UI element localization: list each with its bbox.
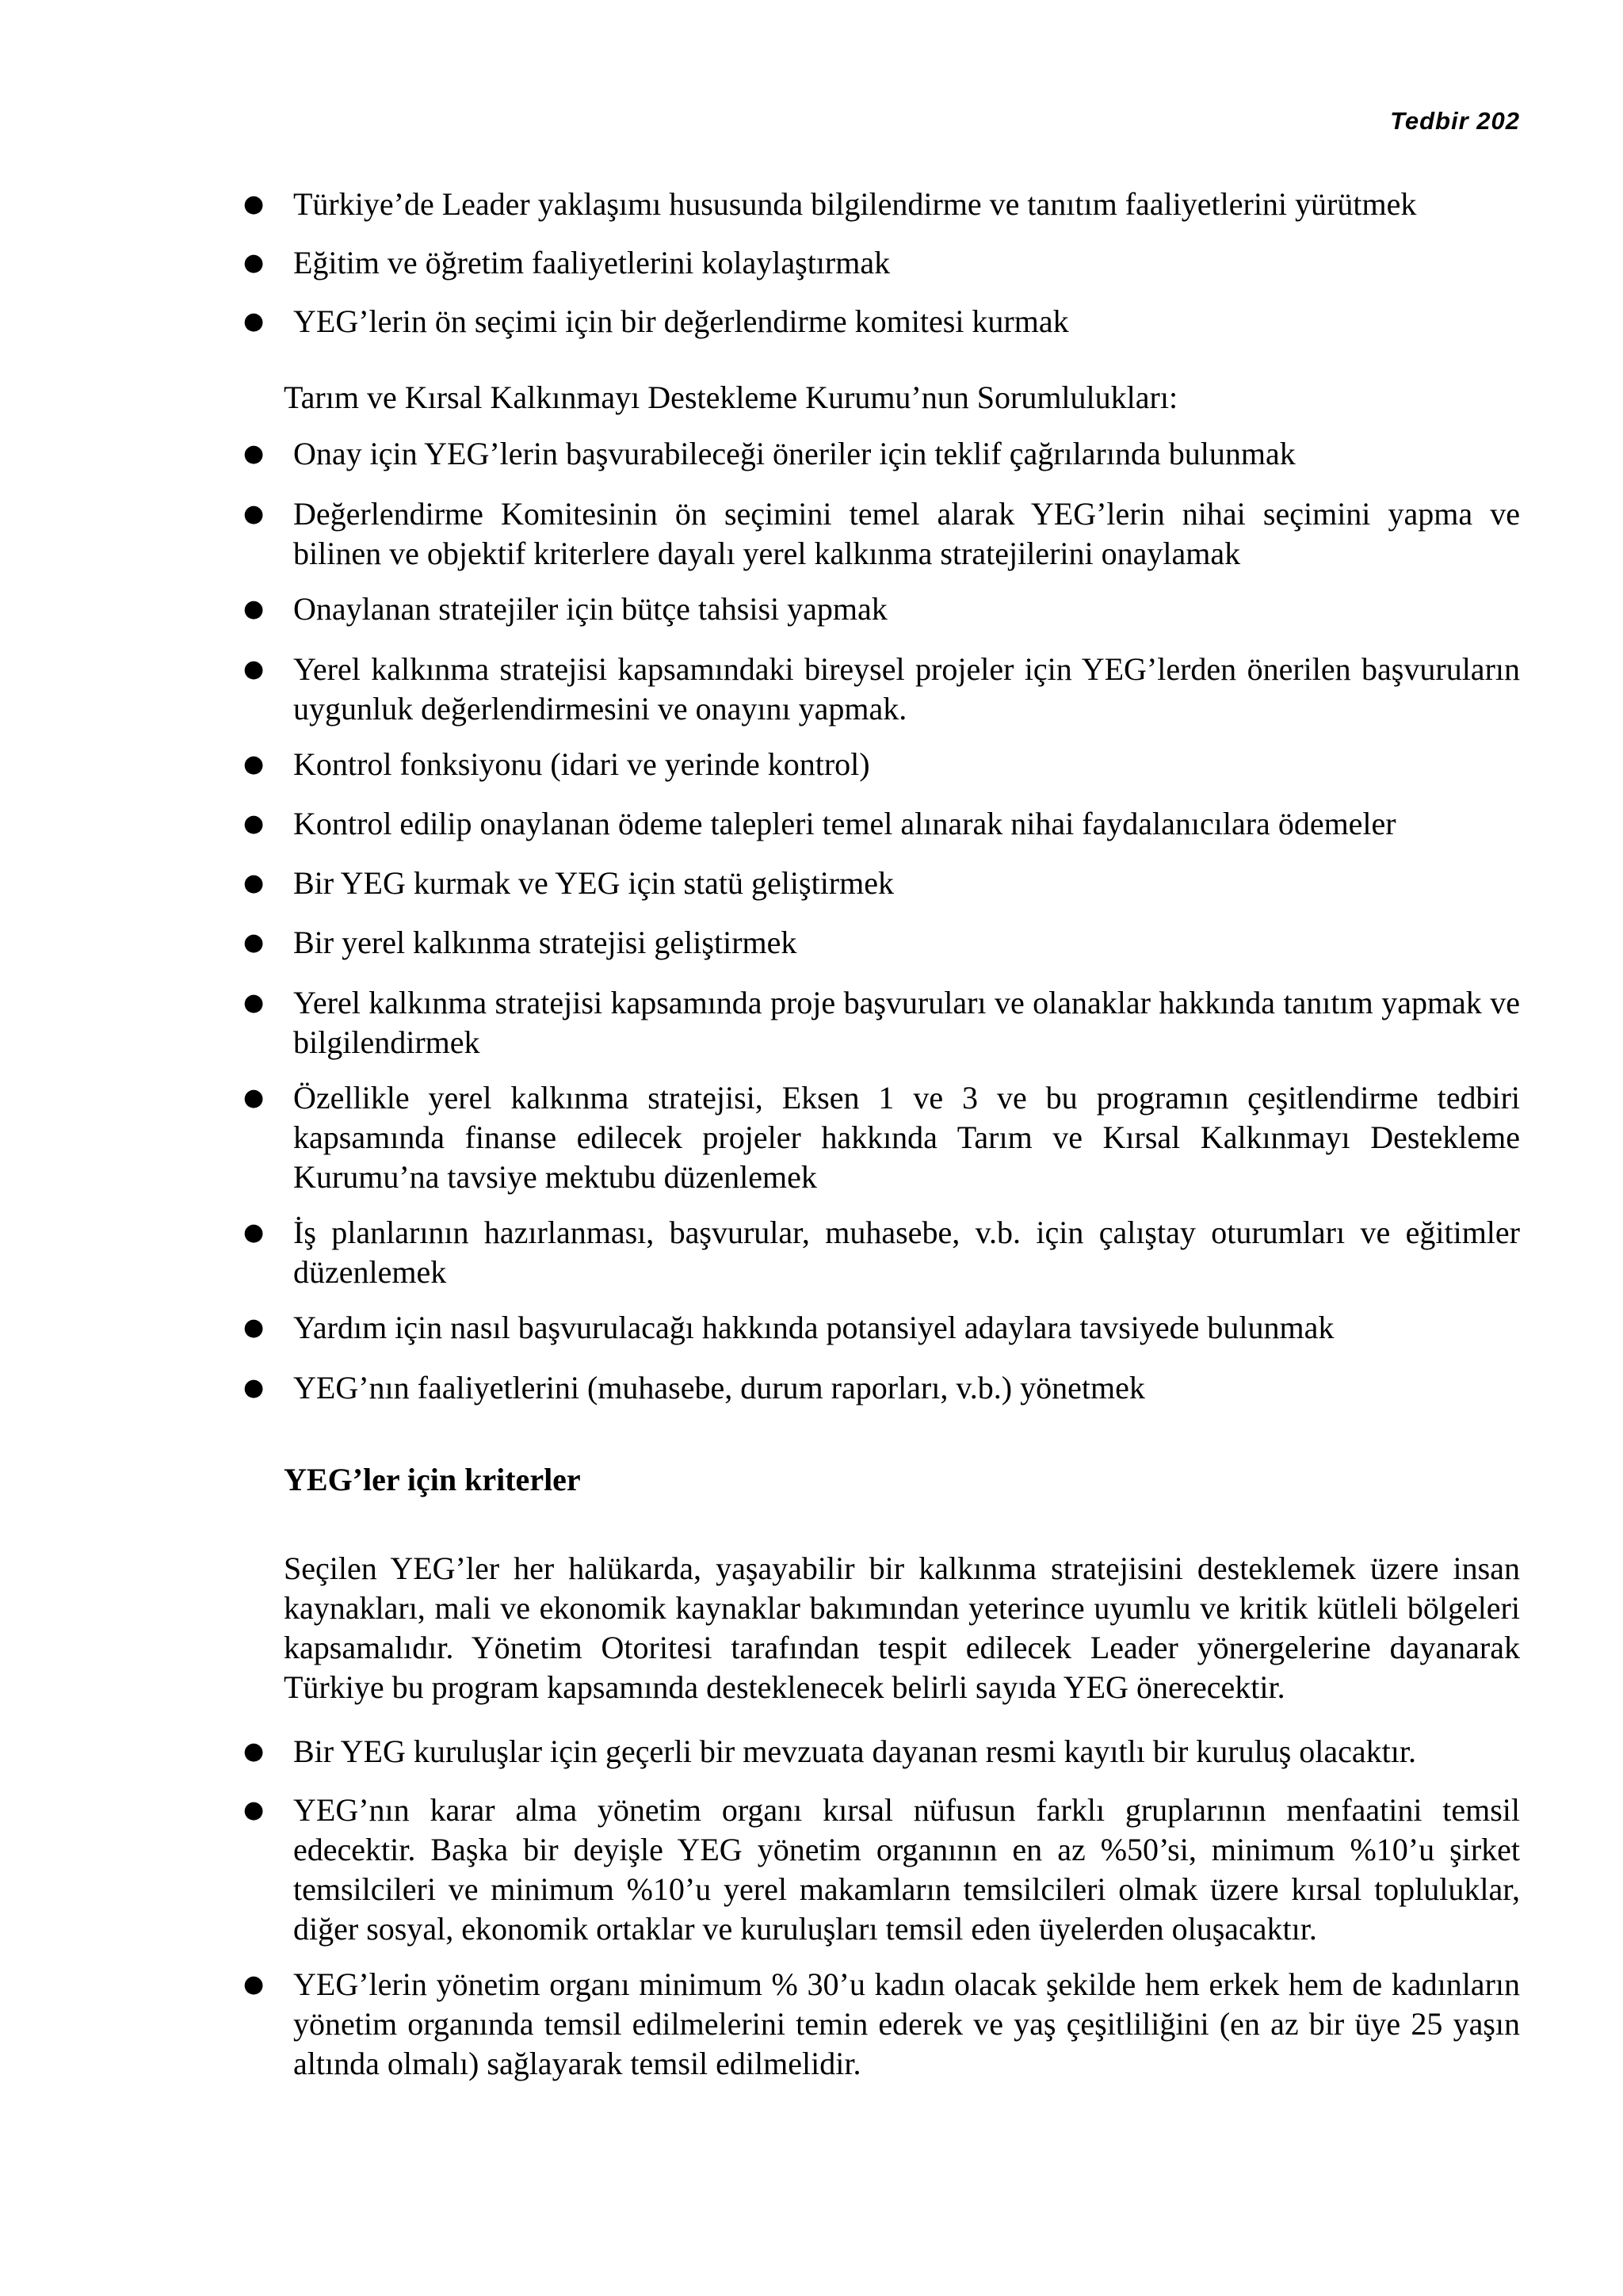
bullet-icon: ● [243,869,265,897]
responsibilities-heading-block [0,378,1623,418]
criteria-heading: YEG’ler için kriterler [284,1462,581,1497]
list-item: ● Türkiye’de Leader yaklaşımı hususunda bilgilendirme ve tanıtım faaliyetlerini yürütmek [0,185,1623,224]
criteria-paragraph: Seçilen YEG’ler her halükarda, yaşayabilir bir kalkınma stratejisini desteklemek üzere insan kaynakları, mali ve ekonomik kaynaklar bakımından yeterince uyumlu ve kritik kütleli bölgeleri kapsamalıdır. Yönetim Otoritesi tarafından tespit edilecek Leader yönergelerine dayanarak Türkiye bu program kapsamında desteklenecek belirli sayıda YEG önerecektir. [284,1550,1520,1705]
list-item: ● Yerel kalkınma stratejisi kapsamındaki bireysel projeler için YEG’lerden önerilen başvuruların uygunluk değerlendirmesini ve onayını yapmak. [243,651,1520,727]
list-item: ● YEG’lerin ön seçimi için bir değerlendirme komitesi kurmak [0,302,1623,341]
page-header: Tedbir 202 [1390,107,1520,135]
bullet-icon: ● [243,1737,265,1765]
list-item: ● YEG’lerin yönetim organı minimum % 30’u kadın olacak şekilde hem erkek hem de kadınların yönetim organında temsil edilmelerini temin ederek ve yaş çeşitliliğini (en az bir üye 25 yaşın altında olmalı) sağlayarak temsil edilmelidir. [243,1966,1520,2081]
bullet-icon: ● [243,500,265,528]
bullet-icon: ● [243,1219,265,1246]
bullet-icon: ● [243,750,265,778]
bullet-icon: ● [243,249,265,277]
criteria-heading-block [0,1460,1623,1500]
list-item: ● İş planlarının hazırlanması, başvurular, muhasebe, v.b. için çalıştay oturumları ve eğitimler düzenlemek [243,1215,1520,1290]
bullet-icon: ● [243,1796,265,1824]
list-item: ● Özellikle yerel kalkınma stratejisi, Eksen 1 ve 3 ve bu programın çeşitlendirme tedbiri kapsamında finanse edilecek projeler hakkında Tarım ve Kırsal Kalkınmayı Destekleme Kurumu’na tavsiye mektubu düzenlemek [243,1080,1520,1195]
bullet-icon: ● [243,440,265,467]
bullet-icon: ● [243,1084,265,1112]
list-item: ● Bir YEG kuruluşlar için geçerli bir mevzuata dayanan resmi kayıtlı bir kuruluş olacaktır. [0,1732,1623,1772]
bullet-icon: ● [243,810,265,837]
responsibilities-heading: Tarım ve Kırsal Kalkınmayı Destekleme Kurumu’nun Sorumlulukları: [284,379,1178,415]
bullet-icon: ● [243,929,265,956]
bullet-icon: ● [243,989,265,1016]
bullet-icon: ● [243,655,265,683]
criteria-list [0,1732,1623,2084]
list-item: ● Kontrol fonksiyonu (idari ve yerinde kontrol) [0,745,1623,784]
bullet-icon: ● [243,1970,265,1998]
bullet-icon: ● [243,595,265,623]
list-item: ● Yardım için nasıl başvurulacağı hakkında potansiyel adaylara tavsiyede bulunmak [0,1308,1623,1348]
list-item: ● Değerlendirme Komitesinin ön seçimini temel alarak YEG’lerin nihai seçimini yapma ve bilinen ve objektif kriterlere dayalı yerel kalkınma stratejilerini onaylamak [243,496,1520,571]
list-item: ● YEG’nın faaliyetlerini (muhasebe, durum raporları, v.b.) yönetmek [0,1368,1623,1408]
list-item: ● Onay için YEG’lerin başvurabileceği öneriler için teklif çağrılarında bulunmak [0,434,1623,474]
list-item: ● Bir yerel kalkınma stratejisi geliştirmek [0,923,1623,963]
list-item: ● Onaylanan stratejiler için bütçe tahsisi yapmak [0,589,1623,629]
bullet-icon: ● [243,1314,265,1341]
list-item: ● Eğitim ve öğretim faaliyetlerini kolaylaştırmak [0,243,1623,283]
criteria-paragraph-block [0,1549,1623,1707]
responsibilities-list [0,434,1623,1408]
list-item: ● Kontrol edilip onaylanan ödeme talepleri temel alınarak nihai faydalanıcılara ödemeler [0,804,1623,844]
bullet-icon: ● [243,1374,265,1402]
intro-list [0,185,1623,341]
list-item: ● YEG’nın karar alma yönetim organı kırsal nüfusun farklı gruplarının menfaatini temsil edecektir. Başka bir deyişle YEG yönetim organının en az %50’si, minimum %10’u şirket temsilcileri ve minimum %10’u yerel makamların temsilcileri olmak üzere kırsal topluluklar, diğer sosyal, ekonomik ortaklar ve kuruluşları temsil eden üyelerden oluşacaktır. [243,1792,1520,1947]
bullet-icon: ● [243,190,265,218]
list-item: ● Yerel kalkınma stratejisi kapsamında proje başvuruları ve olanaklar hakkında tanıtım yapmak ve bilgilendirmek [243,985,1520,1060]
list-item: ● Bir YEG kurmak ve YEG için statü geliştirmek [0,864,1623,903]
bullet-icon: ● [243,307,265,335]
